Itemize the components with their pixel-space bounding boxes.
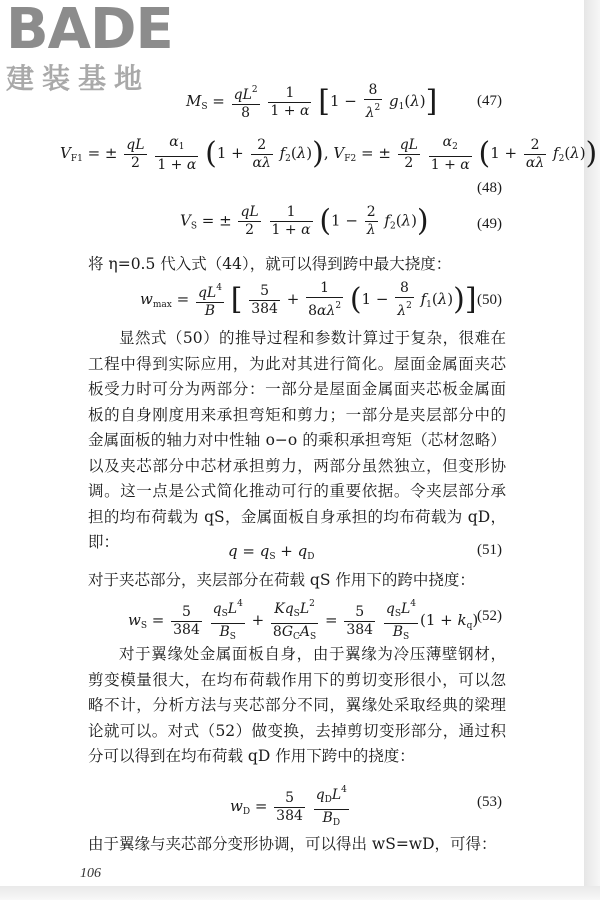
- equation-50-body: $w_{max}$ = $\frac{qL^4}{B}$ [ $\frac{5}{384}$ + $\frac{1}{8\alpha\lambda^2}$ (1 − $\frac{8}{\lambda^2}$ $f_1(\lambda)$)]: [140, 280, 477, 319]
- equation-52-number: (52): [477, 608, 502, 624]
- page-edge-shadow-bottom: [0, 886, 600, 900]
- equation-52-body: $w_S$ = $\frac{5}{384}$ $\frac{q_SL^4}{B_S}$ + $\frac{Kq_SL^2}{8G_CA_S}$ = $\frac{5}{384}$ $\frac{q_SL^4}{B_S}$ $(1 + k_q)$: [128, 596, 478, 646]
- equation-51-body: $q = q_S + q_D$: [228, 542, 315, 562]
- core-deflection-text: 对于夹芯部分，夹层部分在荷载 qS 作用下的跨中挠度：: [88, 571, 475, 589]
- equation-53-number: (53): [477, 794, 502, 810]
- equation-48-number: (48): [477, 180, 502, 196]
- equation-51: [0, 540, 584, 564]
- eta-substitution-text: 将 η=0.5 代入式（44），就可以得到跨中最大挠度：: [88, 255, 452, 273]
- page-number: 106: [80, 866, 101, 881]
- equation-50: [0, 278, 584, 324]
- equation-49-body: $V_S$ = ± $\frac{qL}{2}$ $\frac{1}{1 + \alpha}$ (1 − $\frac{2}{\lambda}$ $f_2(\lambda)$): [180, 203, 429, 239]
- equation-51-number: (51): [477, 542, 502, 558]
- equation-53: [0, 780, 584, 826]
- equation-50-number: (50): [477, 292, 502, 308]
- paragraph-flange: 对于翼缘处金属面板自身，由于翼缘为冷压薄壁钢材，剪变模量很大，在均布荷载作用下的剪切变形很小，可以忽略不计，分析方法与夹芯部分不同，翼缘处采取经典的梁理论就可以。对式（52）做变换，去掉剪切变形部分，通过积分可以得到在均布荷载 qD 作用下跨中的挠度：: [88, 645, 506, 765]
- equation-48-body: $V_{F1}$ = ± $\frac{qL}{2}$ $\frac{\alpha_1}{1 + \alpha}$ (1 + $\frac{2}{\alpha\lambda}$ $f_2(\lambda)$), $V_{F2}$ = ± $\frac{qL}{2}$ $\frac{\alpha_2}{1 + \alpha}$ (1 + $\frac{2}{\alpha\lambda}$ $f_2(\lambda)$): [60, 134, 598, 173]
- paragraph-simplification: 显然式（50）的推导过程和参数计算过于复杂，很难在工程中得到实际应用，为此对其进行简化。屋面金属面夹芯板受力时可分为两部分：一部分是屋面金属面夹芯板金属面板的自身刚度用来承担弯矩和剪力；一部分是夹层部分中的金属面板的轴力对中性轴 o−o 的乘积承担弯矩（芯材忽略）以及夹芯部分中芯材承担剪力，两部分虽然独立，但变形协调。这一点是公式简化推动可行的重要依据。令夹层部分承担的均布荷载为 qS，金属面板自身承担的均布荷载为 qD，即：: [88, 329, 506, 551]
- equation-47: [0, 80, 584, 124]
- compatibility-text: 由于翼缘与夹芯部分变形协调，可以得出 wS=wD，可得：: [88, 835, 497, 853]
- equation-48: [0, 132, 598, 202]
- logo-subtitle: 建装基地: [6, 62, 151, 95]
- equation-47-number: (47): [477, 93, 502, 109]
- equation-49-number: (49): [477, 216, 502, 232]
- logo-title: BADE: [6, 0, 173, 62]
- equation-53-body: $w_D$ = $\frac{5}{384}$ $\frac{q_DL^4}{B_D}$: [230, 782, 351, 832]
- equation-47-body: $M_S$ = $\frac{qL^2}{8}$ $\frac{1}{1 + \alpha}$ [1 − $\frac{8}{\lambda^2}$ $g_1(\lambda)$]: [186, 82, 438, 121]
- equation-49: [0, 202, 584, 246]
- equation-52: [0, 594, 584, 640]
